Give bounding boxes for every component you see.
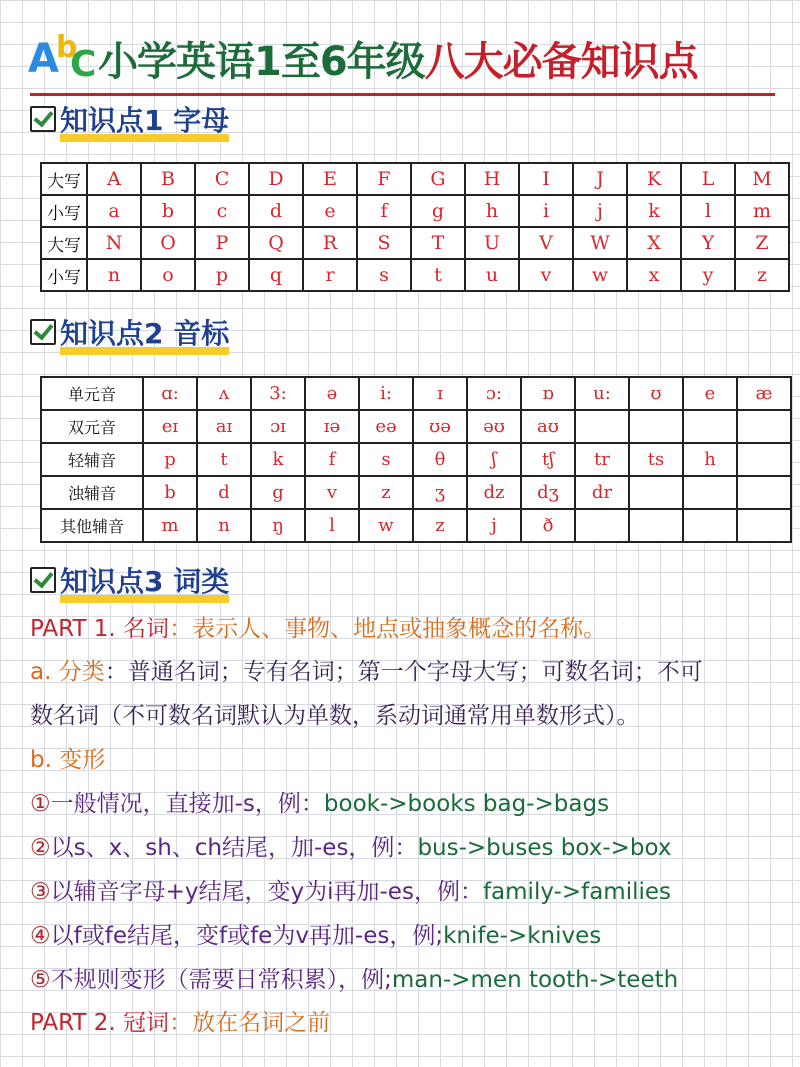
table-cell	[737, 410, 791, 443]
row-label: 其他辅音	[41, 509, 143, 542]
table-cell: v	[305, 476, 359, 509]
table-cell	[629, 476, 683, 509]
table-cell: B	[141, 163, 195, 195]
table-cell: ʒ	[413, 476, 467, 509]
table-cell: z	[735, 259, 789, 291]
table-cell: X	[627, 227, 681, 259]
table-cell: g	[251, 476, 305, 509]
table-cell: 3:	[251, 377, 305, 410]
table-row	[41, 163, 789, 195]
table-cell: b	[143, 476, 197, 509]
checkbox-icon	[30, 106, 56, 132]
table-cell: F	[357, 163, 411, 195]
table-cell: o	[141, 259, 195, 291]
section1-title: 知识点1 字母	[60, 99, 229, 139]
table-cell: E	[303, 163, 357, 195]
table-cell: m	[143, 509, 197, 542]
table-cell: H	[465, 163, 519, 195]
table-cell: v	[519, 259, 573, 291]
table-cell: eɪ	[143, 410, 197, 443]
rule-item: ②以s、x、sh、ch结尾，加-es，例：bus->buses box->box	[30, 835, 672, 861]
table-cell: e	[303, 195, 357, 227]
page-title	[98, 30, 698, 87]
section3-heading	[30, 560, 229, 600]
classification-line1	[30, 657, 703, 687]
table-cell: ɪə	[305, 410, 359, 443]
section1-heading	[30, 99, 229, 139]
table-cell: ɔ:	[467, 377, 521, 410]
classification-line2	[30, 701, 640, 731]
table-cell: y	[681, 259, 735, 291]
table-cell: l	[305, 509, 359, 542]
table-cell: n	[87, 259, 141, 291]
table-cell: tʃ	[521, 443, 575, 476]
a-text1: ：普通名词；专有名词；第一个字母大写；可数名词；不可	[104, 659, 703, 685]
table-cell: M	[735, 163, 789, 195]
table-cell	[683, 476, 737, 509]
table-cell: m	[735, 195, 789, 227]
table-cell: d	[197, 476, 251, 509]
alphabet-table	[40, 162, 790, 292]
checkbox-icon	[30, 319, 56, 345]
part2-label: PART 2. 冠词	[30, 1010, 170, 1036]
b-label: b. 变形	[30, 747, 106, 773]
table-cell: əʊ	[467, 410, 521, 443]
row-label: 单元音	[41, 377, 143, 410]
table-cell: ʊ	[629, 377, 683, 410]
table-cell: ð	[521, 509, 575, 542]
table-cell: n	[197, 509, 251, 542]
table-cell	[575, 410, 629, 443]
section2-heading	[30, 312, 229, 352]
table-cell: z	[413, 509, 467, 542]
table-cell: f	[357, 195, 411, 227]
table-cell: a	[87, 195, 141, 227]
table-cell: Y	[681, 227, 735, 259]
table-cell: J	[573, 163, 627, 195]
table-cell: ʃ	[467, 443, 521, 476]
row-label: 小写	[41, 195, 87, 227]
table-cell: s	[359, 443, 413, 476]
a-text2: 数名词（不可数名词默认为单数，系动词通常用单数形式）。	[30, 703, 640, 729]
table-cell: ts	[629, 443, 683, 476]
table-cell	[737, 509, 791, 542]
row-label: 小写	[41, 259, 87, 291]
table-cell: V	[519, 227, 573, 259]
table-cell: K	[627, 163, 681, 195]
table-cell	[575, 509, 629, 542]
table-cell: p	[195, 259, 249, 291]
table-cell: b	[141, 195, 195, 227]
table-cell: tr	[575, 443, 629, 476]
table-cell: aʊ	[521, 410, 575, 443]
table-cell	[737, 476, 791, 509]
table-cell: ʌ	[197, 377, 251, 410]
row-label: 浊辅音	[41, 476, 143, 509]
table-row	[41, 259, 789, 291]
table-cell: S	[357, 227, 411, 259]
table-cell: U	[465, 227, 519, 259]
table-row	[41, 476, 791, 509]
part1-desc: ：表示人、事物、地点或抽象概念的名称。	[169, 616, 607, 642]
table-cell: ɑ:	[143, 377, 197, 410]
table-cell: u	[465, 259, 519, 291]
table-row	[41, 443, 791, 476]
table-cell: aɪ	[197, 410, 251, 443]
section3-title: 知识点3 词类	[60, 560, 229, 600]
a-label: a. 分类	[30, 659, 105, 685]
table-cell: g	[411, 195, 465, 227]
section2-title: 知识点2 音标	[60, 312, 229, 352]
table-cell: i	[519, 195, 573, 227]
table-cell: P	[195, 227, 249, 259]
table-cell: j	[573, 195, 627, 227]
table-cell: W	[573, 227, 627, 259]
table-cell: d	[249, 195, 303, 227]
table-cell: l	[681, 195, 735, 227]
table-cell: c	[195, 195, 249, 227]
part1-line	[30, 614, 606, 644]
table-cell: C	[195, 163, 249, 195]
table-cell: æ	[737, 377, 791, 410]
table-cell: θ	[413, 443, 467, 476]
title-underline	[30, 93, 775, 96]
table-row	[41, 195, 789, 227]
title-part1: 小学英语1至6年级	[98, 38, 425, 85]
table-cell: T	[411, 227, 465, 259]
table-cell	[629, 410, 683, 443]
table-cell: h	[465, 195, 519, 227]
table-cell: Z	[735, 227, 789, 259]
row-label: 大写	[41, 227, 87, 259]
table-cell: ʊə	[413, 410, 467, 443]
table-cell: f	[305, 443, 359, 476]
table-row	[41, 377, 791, 410]
table-row	[41, 509, 791, 542]
table-cell: i:	[359, 377, 413, 410]
b-line	[30, 745, 105, 775]
table-cell: q	[249, 259, 303, 291]
table-cell: j	[467, 509, 521, 542]
title-part2: 八大必备知识点	[424, 38, 698, 85]
table-cell: w	[359, 509, 413, 542]
table-cell: dr	[575, 476, 629, 509]
title-row	[26, 26, 786, 90]
rule-item: ③以辅音字母+y结尾，变y为i再加-es，例：family->families	[30, 879, 672, 905]
row-label: 大写	[41, 163, 87, 195]
table-cell: s	[357, 259, 411, 291]
rule-item: ①一般情况，直接加-s，例：book->books bag->bags	[30, 791, 610, 817]
table-cell: ɒ	[521, 377, 575, 410]
table-cell: Q	[249, 227, 303, 259]
table-cell: k	[627, 195, 681, 227]
checkbox-icon	[30, 567, 56, 593]
table-cell: r	[303, 259, 357, 291]
table-cell: p	[143, 443, 197, 476]
table-cell: x	[627, 259, 681, 291]
table-cell: ŋ	[251, 509, 305, 542]
abc-logo: A b C	[28, 30, 97, 85]
table-cell: eə	[359, 410, 413, 443]
table-cell	[629, 509, 683, 542]
table-cell	[683, 509, 737, 542]
table-row	[41, 410, 791, 443]
part2-line	[30, 1008, 330, 1038]
table-row	[41, 227, 789, 259]
table-cell: h	[683, 443, 737, 476]
table-cell: ɪ	[413, 377, 467, 410]
table-cell: L	[681, 163, 735, 195]
table-cell: R	[303, 227, 357, 259]
table-cell: N	[87, 227, 141, 259]
table-cell: I	[519, 163, 573, 195]
table-cell: dʒ	[521, 476, 575, 509]
table-cell: G	[411, 163, 465, 195]
table-cell: ə	[305, 377, 359, 410]
rule-item: ④以f或fe结尾，变f或fe为v再加-es，例;knife->knives	[30, 923, 602, 949]
table-cell: z	[359, 476, 413, 509]
table-cell: dz	[467, 476, 521, 509]
table-cell: w	[573, 259, 627, 291]
table-cell: O	[141, 227, 195, 259]
table-cell: k	[251, 443, 305, 476]
row-label: 双元音	[41, 410, 143, 443]
row-label: 轻辅音	[41, 443, 143, 476]
table-cell: A	[87, 163, 141, 195]
phonetics-table	[40, 376, 792, 543]
table-cell: ɔɪ	[251, 410, 305, 443]
part1-label: PART 1. 名词	[30, 616, 170, 642]
table-cell: t	[197, 443, 251, 476]
part2-desc: ：放在名词之前	[169, 1010, 331, 1036]
table-cell: D	[249, 163, 303, 195]
table-cell	[737, 443, 791, 476]
table-cell: u:	[575, 377, 629, 410]
table-cell	[683, 410, 737, 443]
table-cell: t	[411, 259, 465, 291]
rule-item: ⑤不规则变形（需要日常积累），例;man->men tooth->teeth	[30, 967, 679, 993]
table-cell: e	[683, 377, 737, 410]
